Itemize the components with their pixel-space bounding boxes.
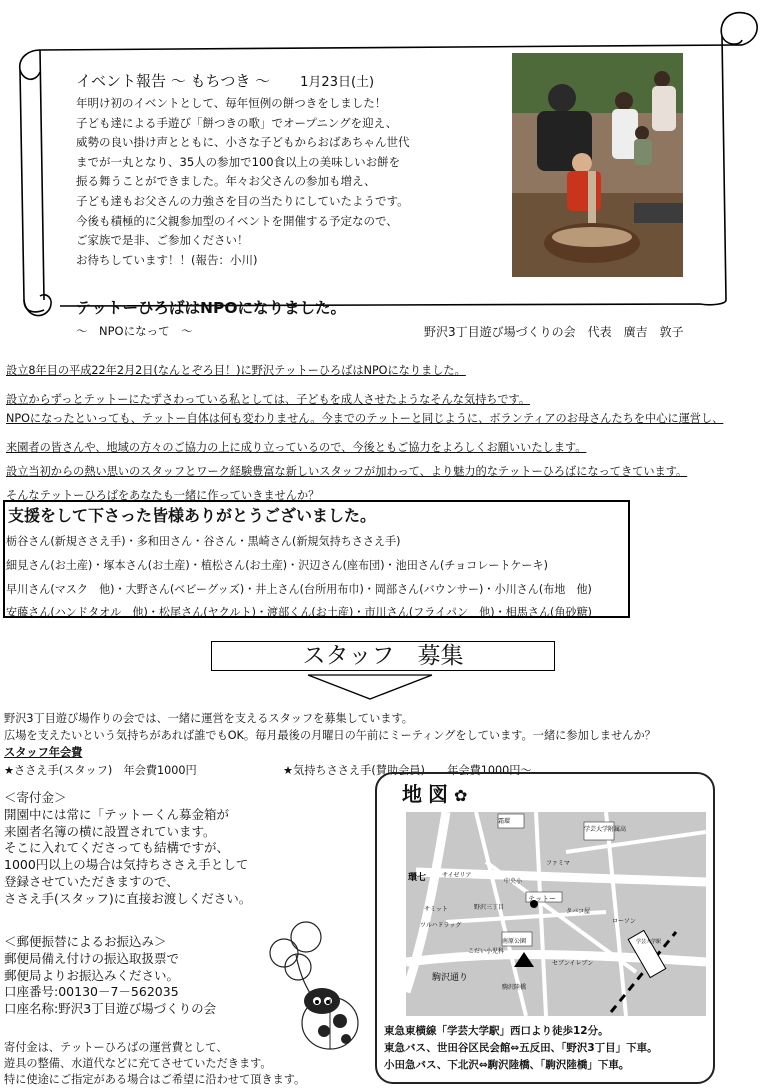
event-title: イベント報告 ～ もちつき ～ — [76, 72, 271, 90]
event-line: ご家族で是非、ご参加ください！ — [76, 233, 249, 248]
event-line: までが一丸となり、35人の参加で100食以上の美味しいお餅を — [76, 154, 401, 169]
event-line: 子ども達もお父さんの力強さを目の当たりにしていたようです。 — [76, 193, 409, 208]
npo-paragraph: NPOになったといっても、テットー自体は何も変わりません。今までのテットーと同じように、ボランティアのお母さんたちを中心に運営し、 — [6, 412, 724, 425]
event-report-text — [76, 94, 410, 270]
caption-line: 東急東横線「学芸大学駅」西口より徒歩12分。 — [384, 1025, 609, 1037]
postal-line: 郵便局備え付けの振込取扱票で — [4, 950, 180, 966]
staff-recruit-heading: スタッフ 募集 — [211, 641, 555, 671]
map-label: 中央小 — [504, 878, 523, 885]
usage-section — [4, 1040, 305, 1088]
postal-line: 口座名称:野沢3丁目遊び場づくりの会 — [4, 1001, 217, 1017]
map-label: 環七 — [408, 873, 427, 883]
npo-title: テットーひろばはNPOになりました。 — [76, 299, 347, 317]
donation-line: 来園者名簿の横に設置されています。 — [4, 823, 216, 839]
map-label: テットー — [528, 895, 556, 903]
donation-line: そこに入れてくださっても結構ですが、 — [4, 840, 230, 856]
donation-line: 開園中には常に「テットーくん募金箱が — [4, 806, 230, 822]
down-arrow-icon — [300, 671, 440, 703]
npo-paragraph: 設立からずっとテットーにたずさわっている私としては、子どもを成人させたようなそんな気持ちです。 — [6, 393, 531, 406]
donation-line: 登録させていただきますので、 — [4, 873, 179, 889]
map-label: 学芸大学駅 — [636, 939, 662, 945]
usage-line: 特に使途にご指定がある場合はご希望に沿わせて頂きます。 — [4, 1073, 306, 1086]
staff-fee-heading: スタッフ年会費 — [4, 746, 83, 759]
npo-paragraph: そんなテットーひろばをあなたも一緒に作っていきませんか？ — [6, 489, 320, 502]
npo-subtitle: ～ NPOになって ～ — [76, 324, 193, 338]
postal-line: 口座番号:00130－7－562035 — [4, 984, 179, 1000]
caption-line: 東急バス、世田谷区民会館⇔五反田、「野沢3丁目」下車。 — [384, 1042, 658, 1054]
event-line: 今後も積極的に父親参加型のイベントを開催する予定なので、 — [76, 213, 398, 228]
map-label: ツルハドラッグ — [420, 922, 462, 929]
map-label: サミット — [424, 906, 448, 913]
postal-line: 郵便局よりお振込みください。 — [4, 967, 180, 983]
event-date: 1月23日(土) — [300, 75, 375, 90]
ladybug-clover-illustration — [262, 915, 362, 1055]
map-caption — [384, 1023, 658, 1074]
map-label: タバコ屋 — [566, 908, 590, 915]
usage-line: 寄付金は、テットーひろばの運営費として、 — [4, 1041, 228, 1054]
caption-line: 小田急バス、下北沢⇔駒沢陸橋、「駒沢陸橋」下車。 — [384, 1059, 630, 1071]
donation-section — [4, 790, 251, 908]
npo-paragraph: 設立当初からの熱い思いのスタッフとワーク経験豊富な新しいスタッフが加わって、より魅力的なテットーひろばになってきています。 — [6, 465, 688, 478]
npo-paragraph: 設立8年目の平成22年2月2日(なんとぞろ目！)に野沢テットーひろばはNPOになりました。 — [6, 364, 466, 377]
map-label: 駒沢陸橋 — [502, 984, 527, 991]
postal-heading: ＜郵便振替によるお振込み＞ — [4, 934, 167, 949]
donation-heading: ＜寄付金＞ — [4, 790, 67, 805]
map-label: 駒沢通り — [432, 973, 469, 983]
thanks-line: 細見さん(お土産)・塚本さん(お土産)・植松さん(お土産)・沢辺さん(座布団)・池田さん(チョコレートケーキ) — [6, 559, 548, 572]
map-label: こだい小児科 — [468, 948, 505, 955]
map-label: ローソン — [612, 918, 636, 925]
map-label: 野沢三丁目 — [474, 904, 505, 911]
event-line: 年明け初のイベントとして、毎年恒例の餅つきをしました！ — [76, 96, 387, 110]
thanks-title: 支援をして下さった皆様ありがとうございました。 — [8, 506, 377, 525]
donation-line: ささえ手(スタッフ)に直接お渡しください。 — [4, 890, 252, 906]
thanks-line: 早川さん(マスク 他)・大野さん(ベビーグッズ)・井上さん(台所用布巾)・岡部さん(バウンサー)・小川さん(布地 他) — [6, 583, 592, 596]
map-label: サイゼリア — [442, 872, 472, 879]
map-label: セブンイレブン — [552, 960, 594, 967]
staff-recruit-line: 野沢3丁目遊び場作りの会では、一緒に運営を支えるスタッフを募集しています。 — [4, 712, 413, 725]
donation-line: 1000円以上の場合は気持ちささえ手として — [4, 857, 249, 873]
thanks-line: 安藤さん(ハンドタオル 他)・松尾さん(ヤクルト)・渡部くん(お土産)・市川さん(フライパン 他)・相馬さん(角砂糖) — [6, 606, 592, 619]
event-line: 子ども達による手遊び「餅つきの歌」でオープニングを迎え、 — [76, 115, 398, 130]
npo-author: 野沢3丁目遊び場づくりの会 代表 廣吉 敦子 — [424, 325, 684, 339]
event-line: 威勢の良い掛け声とともに、小さな子どもからおばあちゃん世代 — [76, 135, 410, 150]
fee-supporter: ★気持ちささえ手(賛助会員) 年会費1000円～ — [283, 764, 532, 777]
map-label: ファミマ — [546, 860, 570, 867]
map-label: 南原公園 — [502, 938, 527, 945]
event-line: お待ちしています！！(報告：小川) — [76, 252, 258, 267]
mochitsuki-photo — [512, 53, 683, 277]
access-map — [406, 812, 706, 1016]
fee-staff: ★ささえ手(スタッフ) 年会費1000円 — [4, 764, 197, 777]
event-heading — [76, 70, 374, 91]
usage-line: 遊具の整備、水道代などに充てさせていただきます。 — [4, 1057, 272, 1070]
postal-section — [4, 934, 216, 1018]
map-label: 霜環 — [498, 818, 511, 825]
staff-recruit-line: 広場を支えたいという気持ちがあれば誰でもOK。毎月最後の月曜日の午前にミーティングをしています。一緒に参加しませんか？ — [4, 729, 656, 742]
map-label: 学芸大学附属高 — [584, 826, 627, 833]
flower-icon: ✿ — [454, 786, 474, 805]
npo-paragraph: 来園者の皆さんや、地域の方々のご協力の上に成り立っているので、今後ともご協力をよろしくお願いいたします。 — [6, 441, 587, 454]
thanks-line: 栃谷さん(新規ささえ手)・多和田さん・谷さん・黒崎さん(新規気持ちささえ手) — [6, 535, 401, 548]
event-line: 振る舞うことができました。年々お父さんの参加も増え、 — [76, 174, 376, 189]
map-title: 地図✿ — [394, 778, 481, 807]
